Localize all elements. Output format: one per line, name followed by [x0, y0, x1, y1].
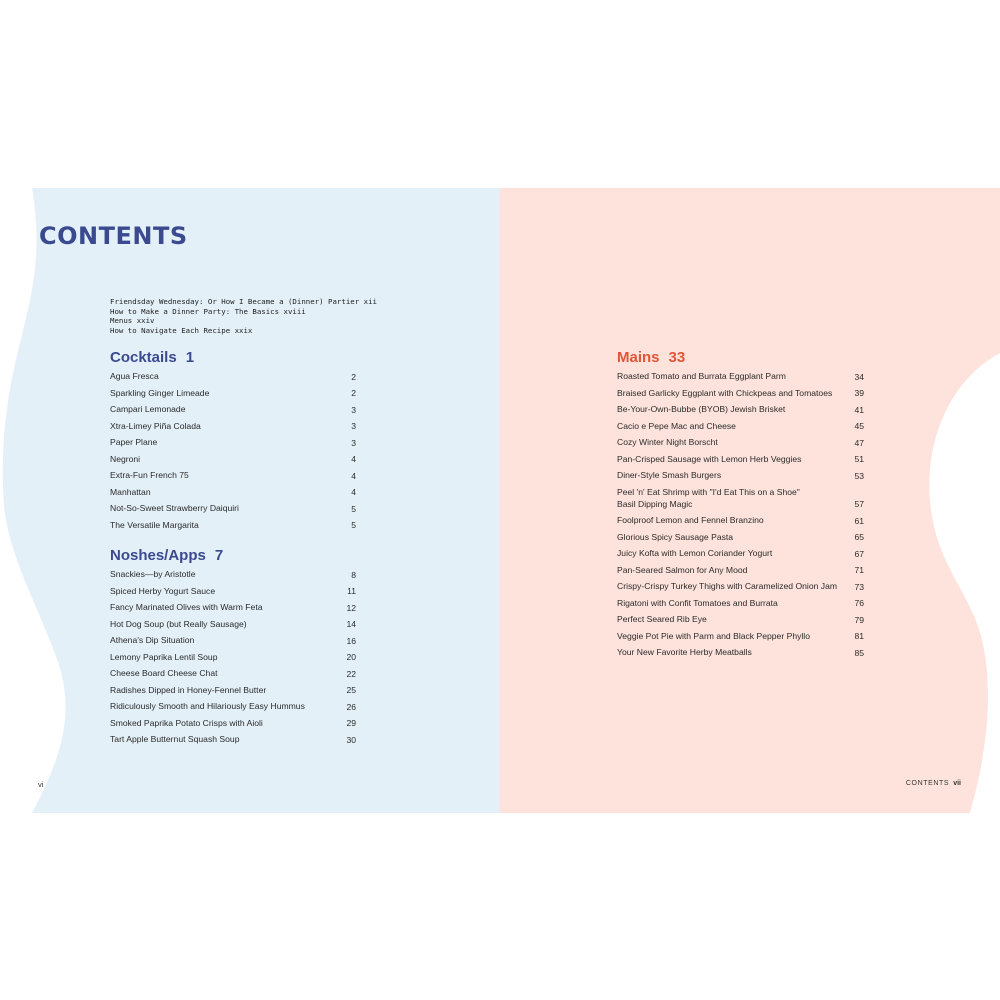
entry-title: Not-So-Sweet Strawberry Daiquiri: [110, 503, 239, 513]
toc-entry[interactable]: [617, 631, 864, 648]
entry-page-number: 45: [854, 421, 864, 431]
entry-title: Tart Apple Butternut Squash Soup: [110, 734, 240, 744]
entry-page-number: 2: [351, 388, 356, 398]
entry-title: Athena's Dip Situation: [110, 635, 195, 645]
toc-entry[interactable]: [110, 371, 356, 388]
entry-title: Peel 'n' Eat Shrimp with "I'd Eat This on a Shoe": [617, 486, 800, 497]
entry-page-number: 5: [351, 503, 356, 514]
toc-entry[interactable]: [110, 454, 356, 471]
entry-title: Snackies—by Aristotle: [110, 569, 196, 579]
entry-page-number: 47: [854, 437, 864, 448]
right-page-footer: [906, 780, 961, 787]
entry-title: Pan-Seared Salmon for Any Mood: [617, 564, 748, 575]
entry-page-number: 67: [854, 548, 864, 559]
entry-title: Juicy Kofta with Lemon Coriander Yogurt: [617, 548, 773, 558]
entry-page-number: 5: [351, 520, 356, 530]
entry-page-number: 81: [854, 631, 864, 641]
section-heading[interactable]: [617, 347, 864, 369]
entry-title: The Versatile Margarita: [110, 519, 199, 530]
entry-page-number: 73: [854, 581, 864, 592]
toc-entry[interactable]: [110, 734, 356, 751]
entry-title: Paper Plane: [110, 437, 158, 447]
toc-entry[interactable]: [110, 503, 356, 520]
entry-title: Foolproof Lemon and Fennel Branzino: [617, 515, 764, 525]
intro-item[interactable]: How to Make a Dinner Party: The Basics xviii: [110, 306, 306, 316]
entry-title: Cozy Winter Night Borscht: [617, 437, 718, 447]
section-page-number: 33: [668, 349, 686, 366]
entry-title: Spiced Herby Yogurt Sauce: [110, 585, 216, 596]
entry-page-number: 39: [854, 388, 864, 398]
toc-entry[interactable]: [617, 614, 864, 631]
left-page-folio: vi: [38, 780, 44, 789]
entry-title: Campari Lemonade: [110, 404, 186, 414]
toc-entry[interactable]: [110, 487, 356, 504]
intro-list: [110, 297, 377, 335]
toc-entry[interactable]: [110, 685, 356, 702]
section-page-number: 1: [185, 349, 195, 366]
section-title: Mains: [617, 349, 660, 366]
running-head: CONTENTS: [905, 780, 950, 787]
section-heading[interactable]: [110, 545, 356, 567]
entry-title: Glorious Spicy Sausage Pasta: [617, 531, 734, 542]
entry-page-number: 53: [854, 470, 864, 481]
entry-page-number: 85: [854, 647, 864, 658]
entry-list: [110, 371, 356, 536]
entry-page-number: 20: [346, 652, 356, 662]
toc-entry[interactable]: [110, 520, 356, 537]
toc-entry[interactable]: [617, 548, 864, 565]
entry-page-number: 14: [346, 619, 356, 629]
toc-entry[interactable]: [617, 454, 864, 471]
entry-title: Ridiculously Smooth and Hilariously Easy Hummus: [110, 701, 305, 711]
entry-title-continued: Basil Dipping Magic: [617, 498, 693, 509]
entry-title: Your New Favorite Herby Meatballs: [617, 647, 752, 657]
entry-page-number: 3: [351, 437, 356, 448]
entry-title: Sparkling Ginger Limeade: [110, 387, 210, 398]
entry-page-number: 22: [346, 668, 356, 679]
toc-entry[interactable]: [110, 602, 356, 619]
entry-title: Extra-Fun French 75: [110, 470, 189, 480]
intro-item[interactable]: Friendsday Wednesday: Or How I Became a (Dinner) Partier xii: [110, 297, 377, 306]
entry-title: Lemony Paprika Lentil Soup: [110, 651, 218, 662]
entry-title: Negroni: [110, 453, 141, 464]
entry-page-number: 12: [346, 602, 356, 613]
entry-page-number: 4: [351, 470, 356, 481]
toc-entry[interactable]: [617, 437, 864, 454]
entry-page-number: 4: [351, 487, 356, 497]
entry-title: Roasted Tomato and Burrata Eggplant Parm: [617, 371, 786, 381]
toc-entry[interactable]: [617, 421, 864, 438]
entry-title: Xtra-Limey Piña Colada: [110, 420, 201, 431]
entry-title: Rigatoni with Confit Tomatoes and Burrata: [617, 597, 778, 608]
toc-entry[interactable]: [110, 701, 356, 718]
toc-entry[interactable]: [110, 388, 356, 405]
section-cocktails: [110, 347, 356, 536]
section-title: Noshes/Apps: [110, 547, 206, 564]
entry-page-number: 65: [854, 532, 864, 542]
entry-page-number: 3: [351, 404, 356, 415]
section-heading[interactable]: [110, 347, 356, 369]
toc-entry[interactable]: [110, 586, 356, 603]
entry-title: Cheese Board Cheese Chat: [110, 668, 218, 678]
toc-entry[interactable]: [617, 647, 864, 664]
entry-page-number: 71: [854, 565, 864, 575]
toc-entry[interactable]: [617, 388, 864, 405]
entry-page-number: 61: [854, 515, 864, 526]
entry-title: Manhattan: [110, 486, 151, 497]
entry-page-number: 41: [854, 404, 864, 415]
entry-title: Braised Garlicky Eggplant with Chickpeas and Tomatoes: [617, 387, 833, 398]
entry-title: Agua Fresca: [110, 371, 159, 381]
toc-entry[interactable]: [110, 569, 356, 586]
entry-title: Radishes Dipped in Honey-Fennel Butter: [110, 684, 267, 695]
entry-page-number: 26: [346, 701, 356, 712]
toc-entry[interactable]: [110, 619, 356, 636]
entry-page-number: 51: [854, 454, 864, 464]
toc-entry[interactable]: [110, 652, 356, 669]
entry-title: Diner-Style Smash Burgers: [617, 470, 722, 480]
toc-entry[interactable]: [617, 581, 864, 598]
toc-entry[interactable]: [110, 404, 356, 421]
entry-page-number: 4: [351, 454, 356, 464]
toc-entry[interactable]: [617, 487, 864, 516]
entry-title: Fancy Marinated Olives with Warm Feta: [110, 602, 263, 612]
entry-page-number: 16: [346, 635, 356, 646]
toc-entry[interactable]: [110, 635, 356, 652]
toc-entry[interactable]: [110, 437, 356, 454]
entry-page-number: 11: [347, 586, 356, 596]
entry-page-number: 76: [854, 598, 864, 608]
section-mains: [617, 347, 864, 664]
entry-page-number: 30: [346, 734, 356, 745]
toc-entry[interactable]: [617, 598, 864, 615]
entry-list: [617, 371, 864, 664]
entry-title: Cacio e Pepe Mac and Cheese: [617, 420, 736, 431]
toc-entry[interactable]: [617, 515, 864, 532]
right-page-folio: vii: [953, 780, 961, 787]
entry-title: Pan-Crisped Sausage with Lemon Herb Veggies: [617, 453, 802, 464]
entry-page-number: 25: [346, 685, 356, 695]
entry-page-number: 57: [854, 499, 864, 509]
entry-page-number: 34: [854, 371, 864, 382]
entry-page-number: 8: [351, 569, 356, 580]
entry-title: Smoked Paprika Potato Crisps with Aioli: [110, 717, 263, 728]
toc-entry[interactable]: [110, 718, 356, 735]
toc-entry[interactable]: [617, 532, 864, 549]
page-title: CONTENTS: [39, 222, 188, 250]
toc-entry[interactable]: [110, 421, 356, 438]
toc-entry[interactable]: [110, 470, 356, 487]
entry-title: Perfect Seared Rib Eye: [617, 614, 707, 624]
section-page-number: 7: [214, 547, 224, 564]
entry-page-number: 79: [854, 614, 864, 625]
entry-page-number: 3: [351, 421, 356, 431]
entry-title: Be-Your-Own-Bubbe (BYOB) Jewish Brisket: [617, 404, 786, 414]
entry-title: Crispy-Crispy Turkey Thighs with Caramelized Onion Jam: [617, 581, 838, 591]
entry-title: Veggie Pot Pie with Parm and Black Pepper Phyllo: [617, 630, 810, 641]
toc-entry[interactable]: [617, 470, 864, 487]
entry-list: [110, 569, 356, 751]
entry-page-number: 2: [351, 371, 356, 382]
intro-item[interactable]: How to Navigate Each Recipe xxix: [110, 325, 253, 335]
toc-entry[interactable]: [617, 371, 864, 388]
section-title: Cocktails: [110, 349, 177, 366]
entry-page-number: 29: [346, 718, 356, 728]
entry-title: Hot Dog Soup (but Really Sausage): [110, 618, 247, 629]
toc-entry[interactable]: [617, 565, 864, 582]
intro-item[interactable]: Menus xxiv: [110, 316, 155, 326]
section-noshes-apps: [110, 545, 356, 751]
toc-entry[interactable]: [110, 668, 356, 685]
toc-entry[interactable]: [617, 404, 864, 421]
